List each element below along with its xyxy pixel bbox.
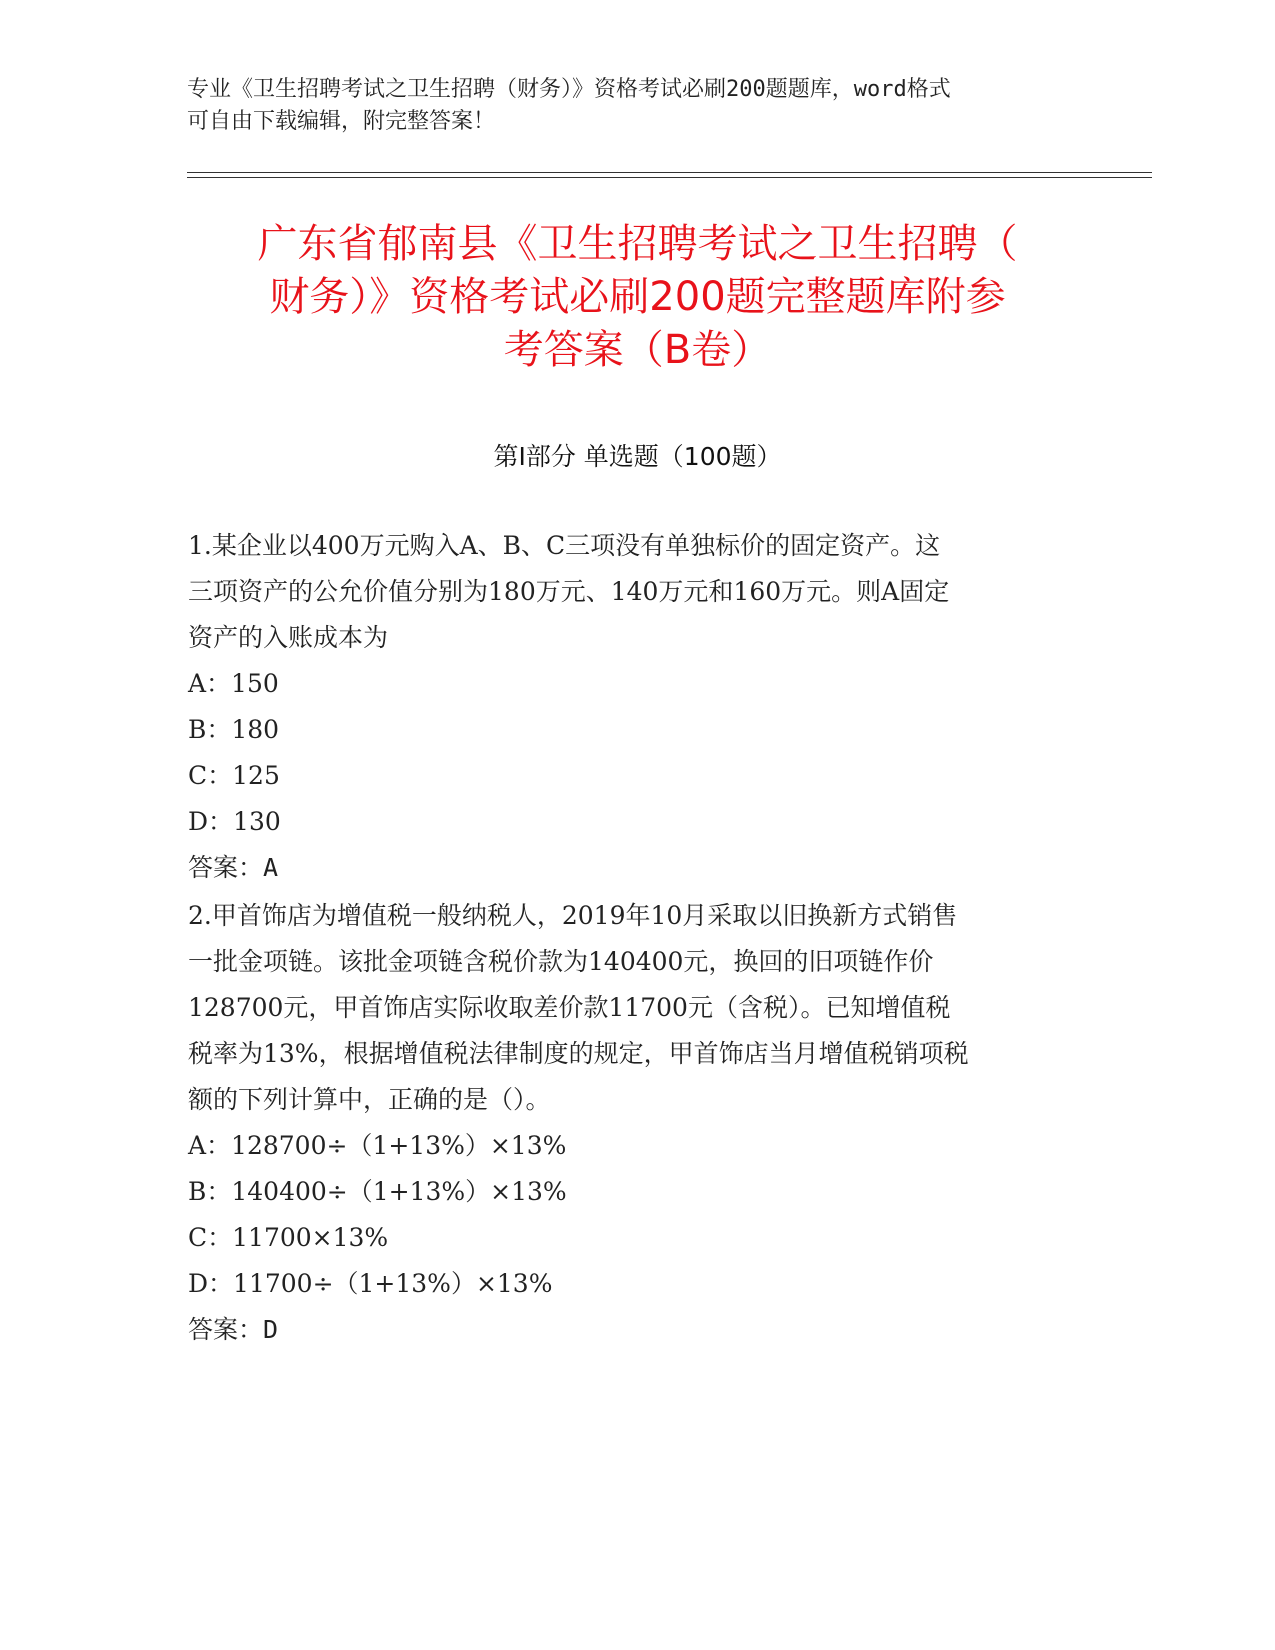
title-line-2: 财务）》资格考试必刷200题完整题库附参 — [269, 274, 1006, 320]
question-2-line-2: 一批金项链。该批金项链含税价款为140400元，换回的旧项链作价 — [188, 947, 934, 976]
question-2-line-3: 128700元，甲首饰店实际收取差价款11700元（含税）。已知增值税 — [188, 993, 951, 1022]
question-2-line-5: 额的下列计算中，正确的是（）。 — [188, 1085, 551, 1114]
header-line-1: 专业《卫生招聘考试之卫生招聘（财务）》资格考试必刷200题题库，word格式 — [187, 77, 951, 102]
question-1-option-a: A：150 — [188, 669, 279, 698]
section-heading: 第I部分 单选题（100题） — [493, 442, 782, 471]
document-title — [140, 218, 1135, 377]
question-1-option-c: C：125 — [188, 761, 280, 790]
title-line-3: 考答案（B卷） — [503, 327, 772, 373]
question-1-answer: 答案：A — [188, 853, 279, 882]
question-2-answer: 答案：D — [188, 1315, 279, 1344]
header-divider-bottom — [187, 177, 1152, 178]
question-2 — [188, 893, 1088, 1353]
header-divider-top — [187, 172, 1152, 173]
question-1-option-b: B：180 — [188, 715, 280, 744]
question-2-option-d: D：11700÷（1+13%）×13% — [188, 1269, 553, 1298]
question-2-option-b: B：140400÷（1+13%）×13% — [188, 1177, 567, 1206]
document-header — [187, 74, 1087, 138]
header-line-2: 可自由下载编辑，附完整答案！ — [187, 109, 496, 134]
question-2-option-c: C：11700×13% — [188, 1223, 389, 1252]
question-2-line-1: 2.甲首饰店为增值税一般纳税人，2019年10月采取以旧换新方式销售 — [188, 901, 958, 930]
question-1 — [188, 523, 1088, 891]
question-1-option-d: D：130 — [188, 807, 281, 836]
question-1-line-3: 资产的入账成本为 — [188, 623, 389, 652]
question-1-line-1: 1.某企业以400万元购入A、B、C三项没有单独标价的固定资产。这 — [188, 531, 941, 560]
title-line-1: 广东省郁南县《卫生招聘考试之卫生招聘（ — [257, 221, 1018, 267]
question-1-line-2: 三项资产的公允价值分别为180万元、140万元和160万元。则A固定 — [188, 577, 950, 606]
question-2-line-4: 税率为13%，根据增值税法律制度的规定，甲首饰店当月增值税销项税 — [188, 1039, 969, 1068]
question-2-option-a: A：128700÷（1+13%）×13% — [188, 1131, 567, 1160]
